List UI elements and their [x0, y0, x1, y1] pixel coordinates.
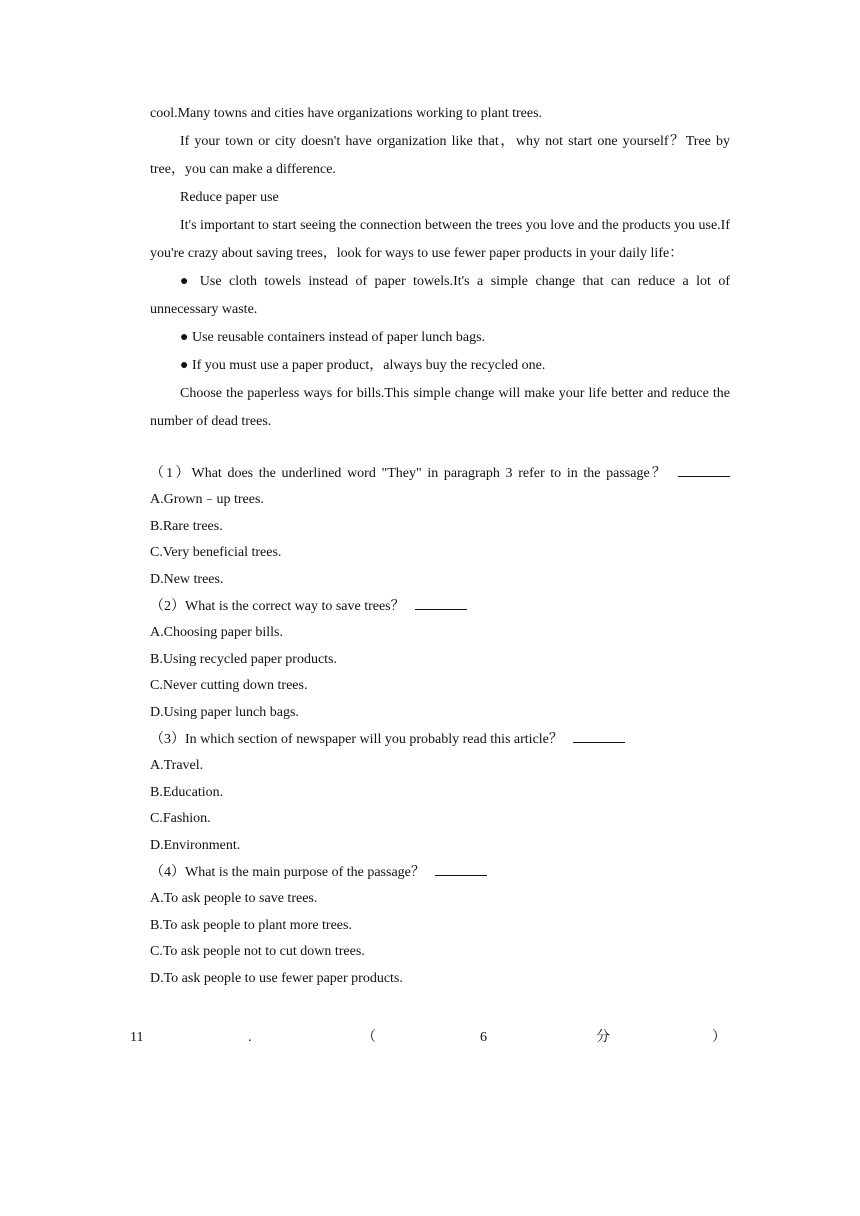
answer-blank: [435, 861, 487, 876]
answer-option: D.New trees.: [150, 571, 224, 587]
answer-option: A.To ask people to save trees.: [150, 891, 318, 906]
answer-option: C.Fashion.: [150, 811, 211, 826]
question-text: （1）What does the underlined word "They" in paragraph 3 refer to in the passage？: [150, 466, 668, 481]
answer-option: D.Environment.: [150, 837, 241, 853]
answer-option: D.To ask people to use fewer paper products.: [150, 970, 403, 986]
section-heading: Reduce paper use: [180, 190, 279, 205]
question-1: [150, 460, 730, 593]
passage-paragraph-1: cool.Many towns and cities have organizations working to plant trees.: [150, 106, 543, 121]
answer-option: D.Using paper lunch bags.: [150, 704, 299, 720]
answer-option: B.To ask people to plant more trees.: [150, 917, 352, 933]
question-stem: [150, 593, 730, 620]
answer-option: C.Never cutting down trees.: [150, 678, 308, 693]
question-2: [150, 593, 730, 726]
points-value: 6: [480, 1030, 487, 1045]
answer-blank: [415, 595, 467, 610]
question-stem: [150, 460, 730, 487]
question-stem: [150, 726, 730, 753]
answer-option: A.Travel.: [150, 758, 204, 773]
close-paren: ）: [712, 1030, 726, 1045]
answer-option: A.Grown﹣up trees.: [150, 492, 264, 507]
question-text: （4）What is the main purpose of the passage？: [150, 865, 425, 880]
question-text: （2）What is the correct way to save trees？: [150, 599, 405, 614]
question-3: [150, 726, 730, 859]
answer-blank: [678, 462, 730, 477]
question-number: 11: [130, 1030, 144, 1045]
answer-blank: [573, 728, 625, 743]
open-paren: （: [362, 1030, 376, 1045]
answer-option: B.Education.: [150, 784, 224, 800]
question-text: （3）In which section of newspaper will you probably read this article？: [150, 732, 563, 747]
spacer: [150, 436, 730, 460]
passage-paragraph-2: If your town or city doesn't have organization like that，why not start one yourself？Tree by tree，you can make a difference.: [150, 134, 730, 177]
answer-option: B.Rare trees.: [150, 518, 223, 534]
next-question-header: [130, 1024, 724, 1052]
question-number-dot: .: [248, 1030, 252, 1045]
bullet-item: ● Use cloth towels instead of paper towels.It's a simple change that can reduce a lot of unnecessary waste.: [150, 274, 730, 317]
question-4: [150, 859, 730, 992]
document-content: [150, 100, 730, 992]
passage-paragraph-3: It's important to start seeing the connection between the trees you love and the products you use.If you're crazy about saving trees，look for ways to use fewer paper products in your daily life：: [150, 218, 730, 261]
question-stem: [150, 859, 730, 886]
answer-option: C.Very beneficial trees.: [150, 545, 282, 560]
answer-option: C.To ask people not to cut down trees.: [150, 944, 365, 959]
points-unit: 分: [596, 1030, 610, 1045]
answer-option: B.Using recycled paper products.: [150, 651, 337, 667]
bullet-item: ● Use reusable containers instead of paper lunch bags.: [180, 330, 486, 345]
answer-option: A.Choosing paper bills.: [150, 625, 283, 640]
bullet-item: ● If you must use a paper product，always buy the recycled one.: [180, 358, 546, 373]
passage-paragraph-4: Choose the paperless ways for bills.This simple change will make your life better and reduce the number of dead trees.: [150, 386, 730, 429]
